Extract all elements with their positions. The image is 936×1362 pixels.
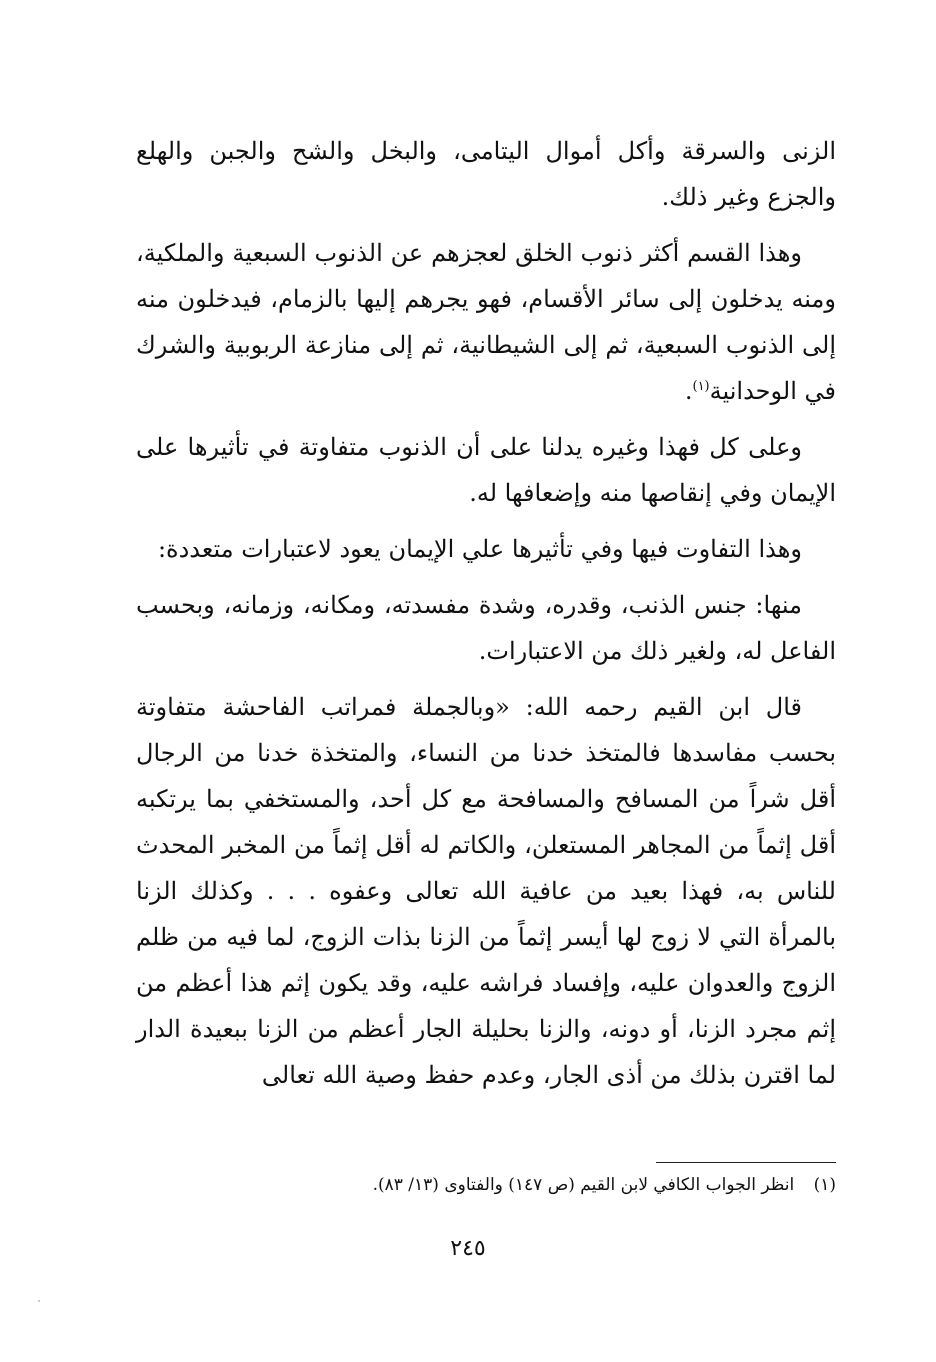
paragraph-2-end: . <box>684 377 693 405</box>
scan-speck <box>38 1300 40 1302</box>
paragraph-6-text: قال ابن القيم رحمه الله: «وبالجملة فمراتب الفاحشة متفاوتة بحسب مفاسدها فالمتخذ خدنا من النساء، والمتخذة خدنا من الرجال أقل شراً من المسافح والمسافحة مع كل أحد، والمستخفي بما يرتكبه أقل إثماً من المجاهر المستعلن، والكاتم له أقل إثماً من المخبر المحدث للناس به، فهذا بعيد من عافية الله تعالى وعفوه . . . وكذلك الزنا بالمرأة التي لا زوج لها أيسر إثماً من الزنا بذات الزوج، لما فيه من ظلم الزوج والعدوان عليه، وإفساد فراشه عليه، وقد يكون إثم هذا أعظم من إثم مجرد الزنا، أو دونه، والزنا بحليلة الجار أعظم من الزنا ببعيدة الدار لما اقترن بذلك من أذى الجار، وعدم حفظ وصية الله تعالى <box>136 693 836 1089</box>
footnote-reference: (١) <box>692 379 710 394</box>
footnote <box>136 1170 836 1200</box>
paragraph-2-text: وهذا القسم أكثر ذنوب الخلق لعجزهم عن الذنوب السبعية والملكية، ومنه يدخلون إلى سائر الأقسام، فهو يجرهم إليها بالزمام، فيدخلون منه إلى الذنوب السبعية، ثم إلى الشيطانية، ثم إلى منازعة الربوبية والشرك في الوحدانية <box>136 239 836 405</box>
paragraph-6-quote <box>136 684 836 1098</box>
paragraph-5 <box>136 582 836 674</box>
main-text-block <box>136 128 836 1108</box>
footnote-number: (١) <box>813 1175 836 1195</box>
paragraph-1 <box>136 128 836 220</box>
paragraph-4 <box>136 526 836 572</box>
paragraph-2 <box>136 230 836 414</box>
page-number: ٢٤٥ <box>450 1236 486 1261</box>
footnote-text: انظر الجواب الكافي لابن القيم (ص ١٤٧) والفتاوى (١٣/ ٨٣). <box>372 1175 795 1195</box>
paragraph-5-text: منها: جنس الذنب، وقدره، وشدة مفسدته، ومكانه، وزمانه، وبحسب الفاعل له، ولغير ذلك من الاعتبارات. <box>136 591 836 665</box>
paragraph-3-text: وعلى كل فهذا وغيره يدلنا على أن الذنوب متفاوتة في تأثيرها على الإيمان وفي إنقاصها منه وإضعافها له. <box>136 433 836 507</box>
paragraph-1-text: الزنى والسرقة وأكل أموال اليتامى، والبخل والشح والجبن والهلع والجزع وغير ذلك. <box>136 137 836 211</box>
footnote-divider <box>656 1162 836 1163</box>
paragraph-4-text: وهذا التفاوت فيها وفي تأثيرها علي الإيمان يعود لاعتبارات متعددة: <box>157 535 802 563</box>
paragraph-3 <box>136 424 836 516</box>
